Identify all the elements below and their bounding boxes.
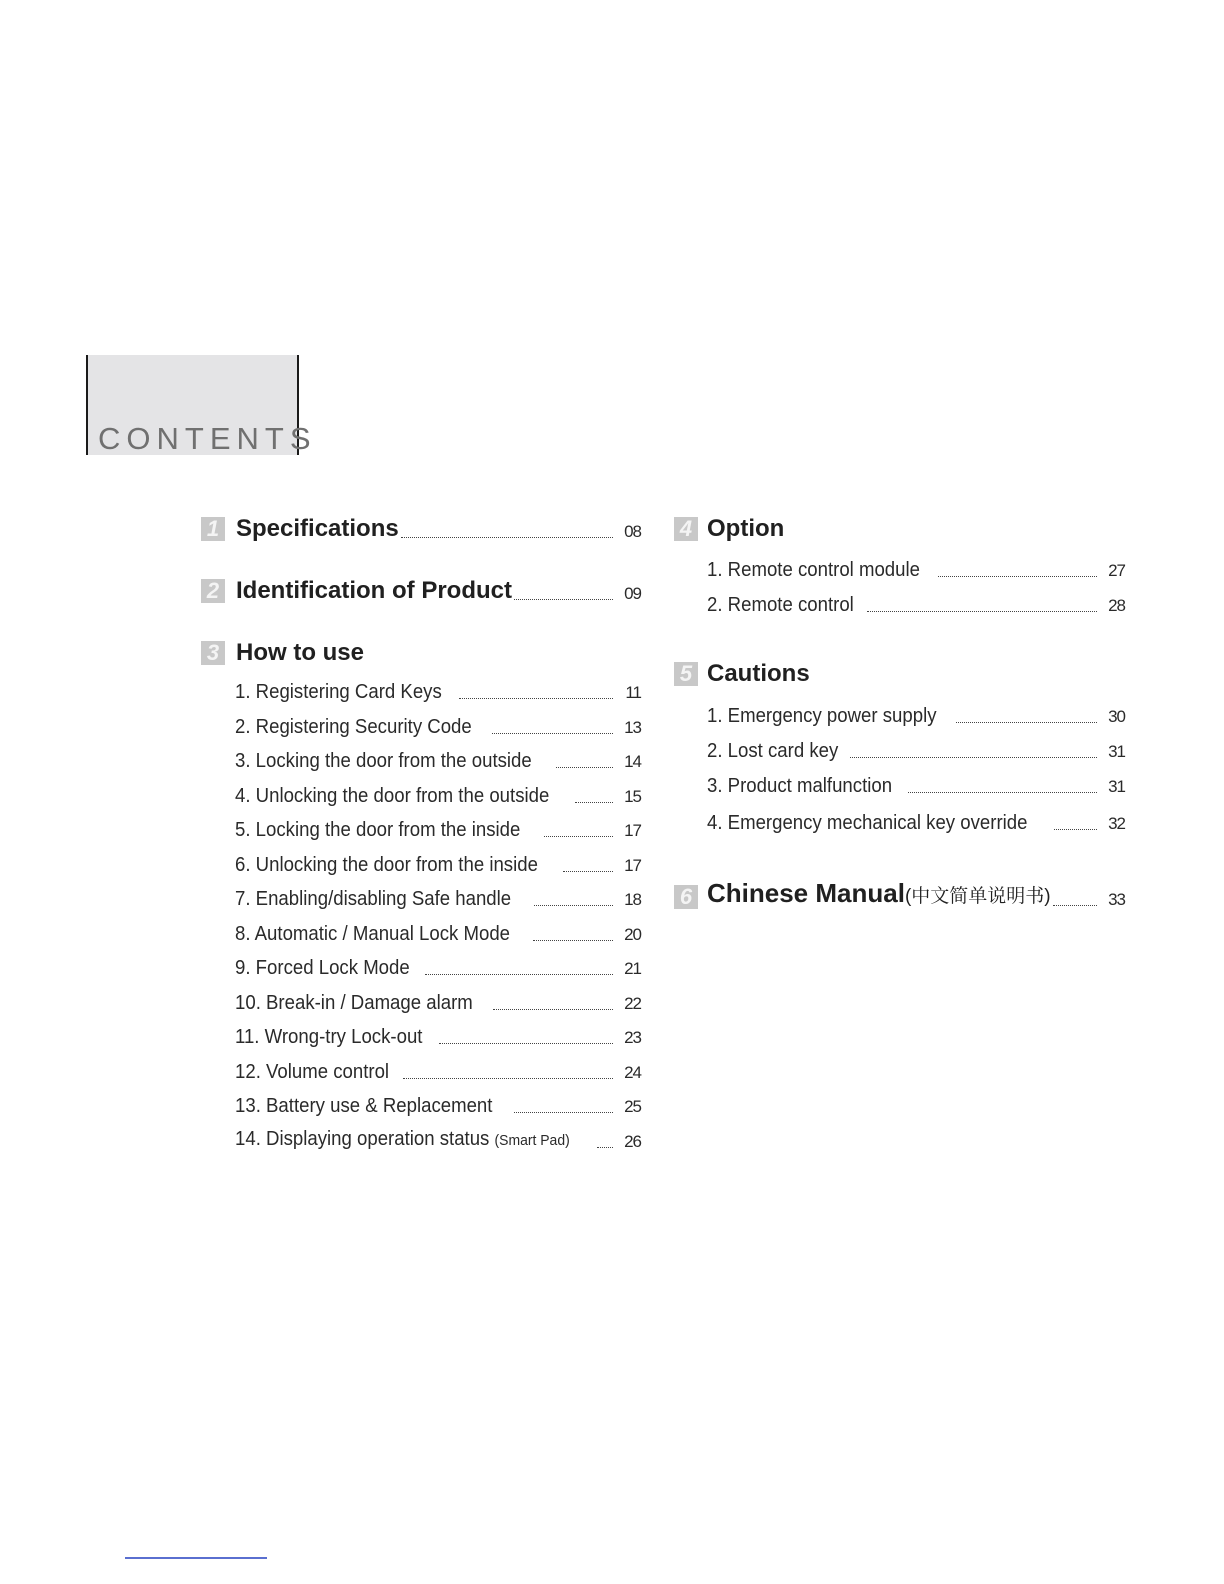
dot-leader xyxy=(401,536,613,538)
entry-label: 4. Emergency mechanical key override xyxy=(707,812,1028,834)
section-title-main: Chinese Manual xyxy=(707,878,905,908)
entry-label: 10. Break-in / Damage alarm xyxy=(235,992,473,1014)
toc-entry[interactable] xyxy=(235,953,641,981)
entry-label xyxy=(235,1126,570,1154)
page-number: 32 xyxy=(1108,814,1125,833)
page-number: 31 xyxy=(1108,777,1125,796)
toc-entry[interactable] xyxy=(235,1091,641,1119)
page-number: 11 xyxy=(625,683,641,702)
entry-label: 3. Locking the door from the outside xyxy=(235,750,532,772)
entry-label-main: 14. Displaying operation status xyxy=(235,1128,490,1150)
section-number-badge: 2 xyxy=(201,579,225,603)
page-number: 28 xyxy=(1108,596,1125,615)
page-number: 08 xyxy=(624,522,641,541)
entry-label: 3. Product malfunction xyxy=(707,775,893,797)
dot-leader xyxy=(597,1146,613,1148)
page-number: 24 xyxy=(624,1063,641,1082)
page-number: 09 xyxy=(624,584,641,603)
section-title: How to use xyxy=(236,639,365,666)
page-number: 18 xyxy=(624,890,641,909)
dot-leader xyxy=(425,973,613,975)
dot-leader xyxy=(1053,904,1097,906)
toc-entry xyxy=(236,576,641,606)
page-number: 31 xyxy=(1108,742,1125,761)
entry-label: 8. Automatic / Manual Lock Mode xyxy=(235,923,511,945)
toc-entry[interactable] xyxy=(235,1126,641,1154)
page-number: 22 xyxy=(624,994,641,1013)
dot-leader xyxy=(544,835,613,837)
dot-leader xyxy=(956,721,1097,723)
section-number-badge: 4 xyxy=(674,517,698,541)
dot-leader xyxy=(439,1042,613,1044)
entry-label: 1. Emergency power supply xyxy=(707,705,937,727)
entry-label: 13. Battery use & Replacement xyxy=(235,1095,493,1117)
toc-entry[interactable] xyxy=(235,884,641,912)
page-number: 13 xyxy=(624,718,641,737)
toc-entry[interactable] xyxy=(235,712,641,740)
page-title: CONTENTS xyxy=(98,421,317,456)
page-number: 33 xyxy=(1108,890,1125,909)
section-title: Identification of Product xyxy=(236,577,512,604)
section-chinese-manual[interactable] xyxy=(674,878,1125,912)
entry-label: 12. Volume control xyxy=(235,1061,390,1083)
dot-leader xyxy=(563,870,613,872)
section-title-suffix: (中文简单说明书) xyxy=(904,886,1051,907)
dot-leader xyxy=(403,1077,613,1079)
section-title xyxy=(707,878,1051,912)
dot-leader xyxy=(533,939,613,941)
toc-entry xyxy=(236,514,641,544)
contents-header-box xyxy=(86,355,317,456)
toc-entry[interactable] xyxy=(235,1022,641,1050)
entry-label: 6. Unlocking the door from the inside xyxy=(235,854,538,876)
section-title: Specifications xyxy=(236,515,399,542)
entry-label-suffix: (Smart Pad) xyxy=(494,1132,570,1149)
entry-label: 1. Remote control module xyxy=(707,559,920,581)
section-number-badge: 3 xyxy=(201,641,225,665)
dot-leader xyxy=(575,801,613,803)
page-number: 20 xyxy=(624,925,641,944)
toc-entry[interactable] xyxy=(235,677,641,705)
entry-label: 11. Wrong-try Lock-out xyxy=(235,1026,423,1048)
page-number: 26 xyxy=(624,1132,641,1151)
section-cautions[interactable] xyxy=(674,659,1124,689)
page-number: 17 xyxy=(624,856,641,875)
toc-entry[interactable] xyxy=(235,850,641,878)
section-option[interactable] xyxy=(674,514,1124,544)
dot-leader xyxy=(1054,828,1097,830)
toc-entry[interactable] xyxy=(235,781,641,809)
toc-entry[interactable] xyxy=(235,746,641,774)
page-number: 23 xyxy=(624,1028,641,1047)
dot-leader xyxy=(938,575,1097,577)
section-title: Cautions xyxy=(707,660,810,687)
toc-entry[interactable] xyxy=(235,988,641,1016)
entry-label: 4. Unlocking the door from the outside xyxy=(235,785,550,807)
bottom-underline xyxy=(125,1557,267,1559)
page-number: 15 xyxy=(624,787,641,806)
page-number: 14 xyxy=(624,752,641,771)
toc-entry[interactable] xyxy=(707,590,1125,618)
dot-leader xyxy=(459,697,613,699)
dot-leader xyxy=(534,904,613,906)
toc-entry[interactable] xyxy=(707,808,1125,836)
page-number: 17 xyxy=(624,821,641,840)
dot-leader xyxy=(514,598,613,600)
page-number: 21 xyxy=(624,959,641,978)
toc-entry[interactable] xyxy=(235,815,641,843)
toc-entry[interactable] xyxy=(235,919,641,947)
section-number-badge: 6 xyxy=(674,885,698,909)
section-number-badge: 5 xyxy=(674,662,698,686)
dot-leader xyxy=(514,1111,613,1113)
section-identification[interactable] xyxy=(201,576,641,606)
toc-entry xyxy=(707,878,1125,912)
entry-label: 7. Enabling/disabling Safe handle xyxy=(235,888,512,910)
entry-label: 5. Locking the door from the inside xyxy=(235,819,521,841)
section-title: Option xyxy=(707,515,785,542)
toc-entry[interactable] xyxy=(707,736,1125,764)
toc-entry[interactable] xyxy=(707,701,1125,729)
toc-entry[interactable] xyxy=(707,555,1125,583)
section-specifications[interactable] xyxy=(201,514,641,544)
entry-label: 2. Lost card key xyxy=(707,740,839,762)
dot-leader xyxy=(867,610,1097,612)
entry-label: 9. Forced Lock Mode xyxy=(235,957,410,979)
dot-leader xyxy=(850,756,1097,758)
dot-leader xyxy=(492,732,613,734)
section-number-badge: 1 xyxy=(201,517,225,541)
entry-label: 2. Registering Security Code xyxy=(235,716,472,738)
dot-leader xyxy=(493,1008,613,1010)
page-number: 27 xyxy=(1108,561,1125,580)
dot-leader xyxy=(908,791,1097,793)
entry-label: 1. Registering Card Keys xyxy=(235,681,442,703)
dot-leader xyxy=(556,766,613,768)
toc-entry[interactable] xyxy=(235,1057,641,1085)
page-number: 30 xyxy=(1108,707,1125,726)
page-number: 25 xyxy=(624,1097,641,1116)
entry-label: 2. Remote control xyxy=(707,594,854,616)
toc-entry[interactable] xyxy=(707,771,1125,799)
section-how-to-use[interactable] xyxy=(201,638,641,668)
